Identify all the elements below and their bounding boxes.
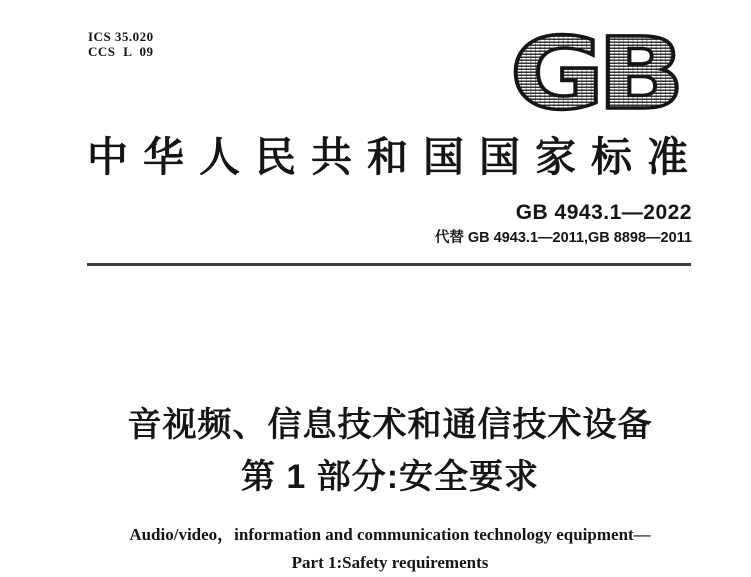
- document-title-english: [87, 521, 693, 577]
- title-en-line1: Audio/video，information and communication technology equipment—: [129, 525, 651, 544]
- title-zh-line2: 第 1 部分:安全要求: [240, 458, 540, 496]
- title-zh-line1: 音视频、信息技术和通信技术设备: [127, 406, 653, 444]
- gb-standard-logo-icon: [508, 32, 686, 118]
- standard-number: GB 4943.1—2022: [515, 201, 692, 224]
- ccs-code: CCS L 09: [88, 44, 154, 59]
- gb-logo-letters: GB: [510, 32, 678, 118]
- classification-codes: [88, 29, 154, 59]
- header-divider: [87, 263, 691, 266]
- document-title-chinese: [87, 399, 693, 503]
- title-en-line2: Part 1:Safety requirements: [291, 553, 489, 572]
- replaces-note: 代替 GB 4943.1—2011,GB 8898—2011: [434, 230, 692, 246]
- standard-number-block: [435, 200, 692, 247]
- national-standard-heading: 中华人民共和国国家标准: [87, 134, 703, 180]
- ics-code: ICS 35.020: [88, 29, 154, 44]
